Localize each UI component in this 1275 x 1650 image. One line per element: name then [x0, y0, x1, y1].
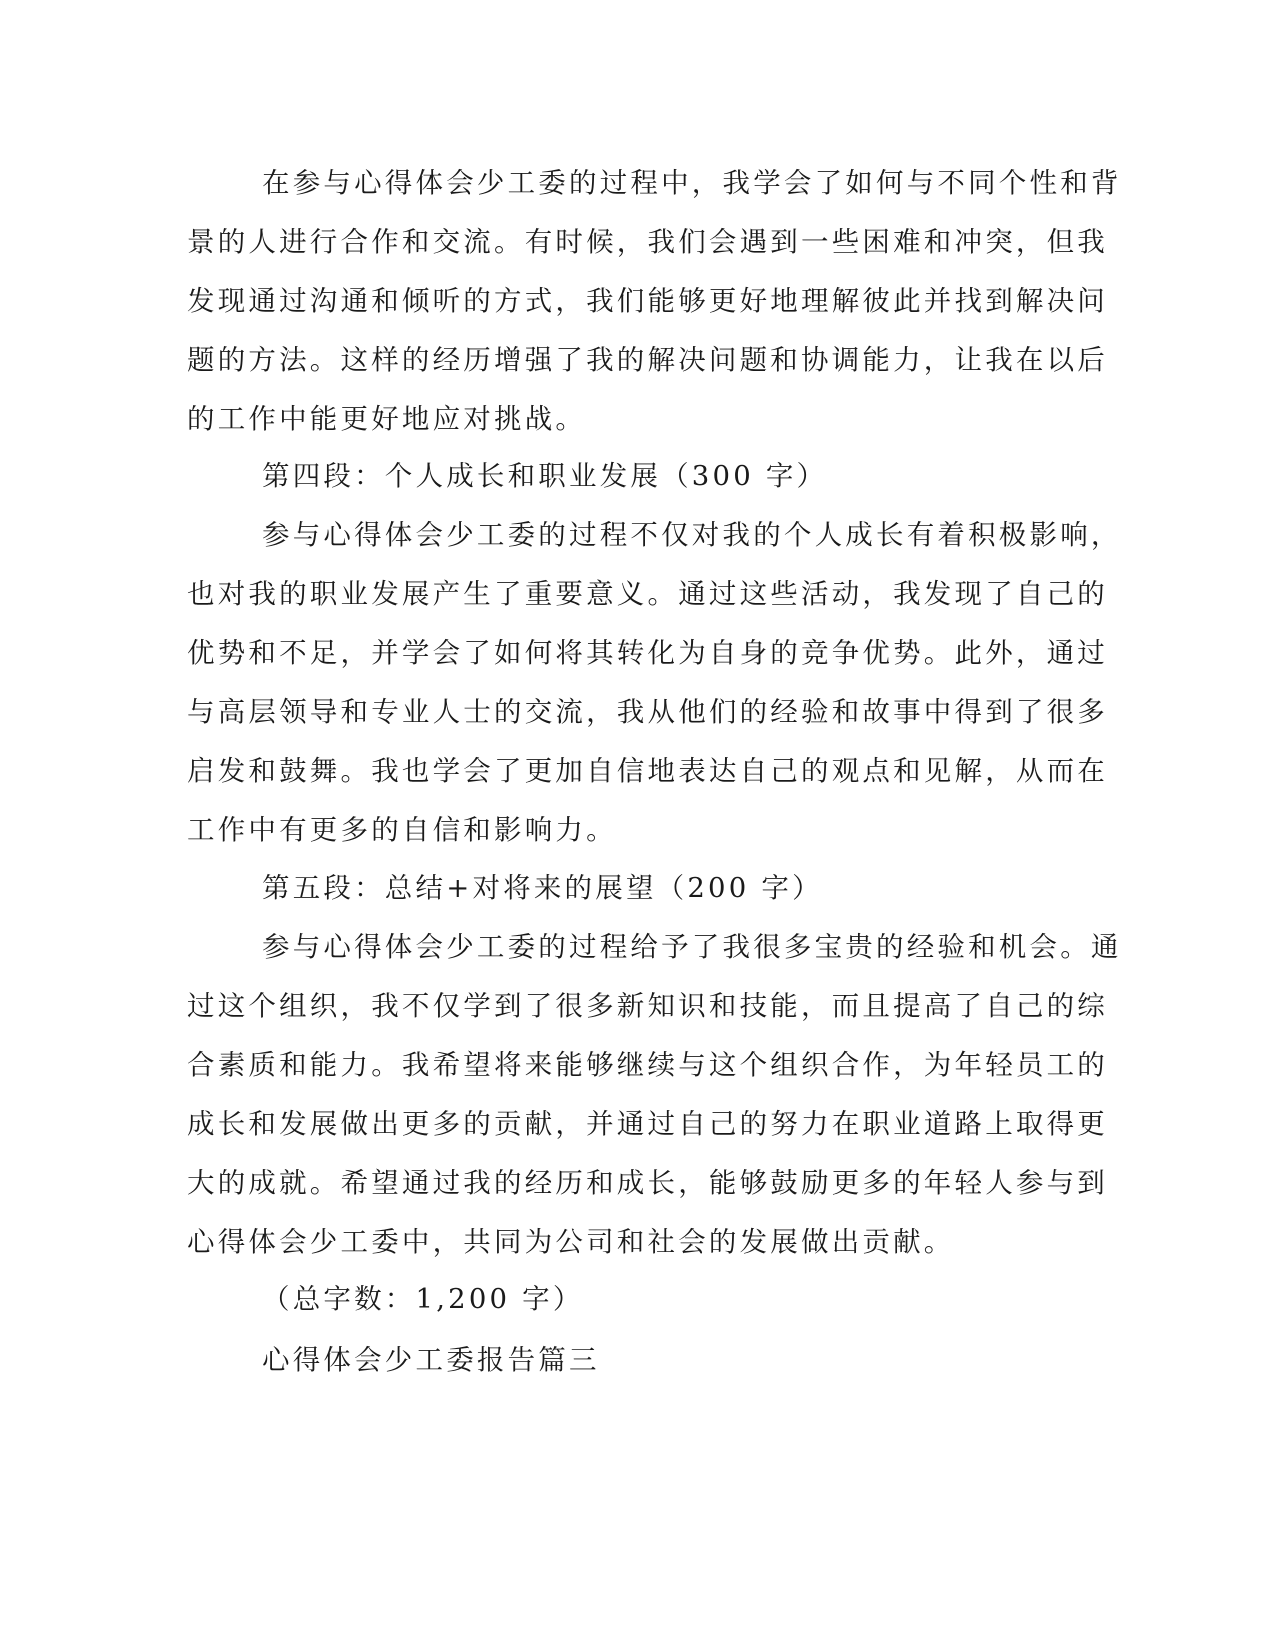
section-4-heading: 第四段：个人成长和职业发展（300 字） [262, 460, 828, 492]
paragraph-4-line-6: 工作中有更多的自信和影响力。 [187, 814, 617, 846]
paragraph-3-line-1: 在参与心得体会少工委的过程中，我学会了如何与不同个性和背 [262, 167, 1122, 199]
paragraph-5-line-6: 心得体会少工委中，共同为公司和社会的发展做出贡献。 [187, 1226, 955, 1258]
paragraph-4-line-1: 参与心得体会少工委的过程不仅对我的个人成长有着积极影响， [262, 519, 1122, 551]
next-report-title: 心得体会少工委报告篇三 [262, 1344, 600, 1376]
paragraph-4-line-3: 优势和不足，并学会了如何将其转化为自身的竞争优势。此外，通过 [187, 637, 1108, 669]
word-count-note: （总字数：1,200 字） [262, 1283, 584, 1315]
paragraph-5-line-1: 参与心得体会少工委的过程给予了我很多宝贵的经验和机会。通 [262, 931, 1122, 963]
paragraph-3-line-4: 题的方法。这样的经历增强了我的解决问题和协调能力，让我在以后 [187, 344, 1108, 376]
paragraph-5-line-4: 成长和发展做出更多的贡献，并通过自己的努力在职业道路上取得更 [187, 1108, 1108, 1140]
paragraph-5-line-3: 合素质和能力。我希望将来能够继续与这个组织合作，为年轻员工的 [187, 1049, 1108, 1081]
paragraph-4-line-2: 也对我的职业发展产生了重要意义。通过这些活动，我发现了自己的 [187, 578, 1108, 610]
paragraph-5-line-2: 过这个组织，我不仅学到了很多新知识和技能，而且提高了自己的综 [187, 990, 1108, 1022]
paragraph-3-line-3: 发现通过沟通和倾听的方式，我们能够更好地理解彼此并找到解决问 [187, 285, 1108, 317]
paragraph-3-line-5: 的工作中能更好地应对挑战。 [187, 403, 587, 435]
section-5-heading: 第五段：总结+对将来的展望（200 字） [262, 872, 823, 904]
paragraph-5-line-5: 大的成就。希望通过我的经历和成长，能够鼓励更多的年轻人参与到 [187, 1167, 1108, 1199]
paragraph-3-line-2: 景的人进行合作和交流。有时候，我们会遇到一些困难和冲突，但我 [187, 226, 1108, 258]
paragraph-4-line-4: 与高层领导和专业人士的交流，我从他们的经验和故事中得到了很多 [187, 696, 1108, 728]
paragraph-4-line-5: 启发和鼓舞。我也学会了更加自信地表达自己的观点和见解，从而在 [187, 755, 1108, 787]
